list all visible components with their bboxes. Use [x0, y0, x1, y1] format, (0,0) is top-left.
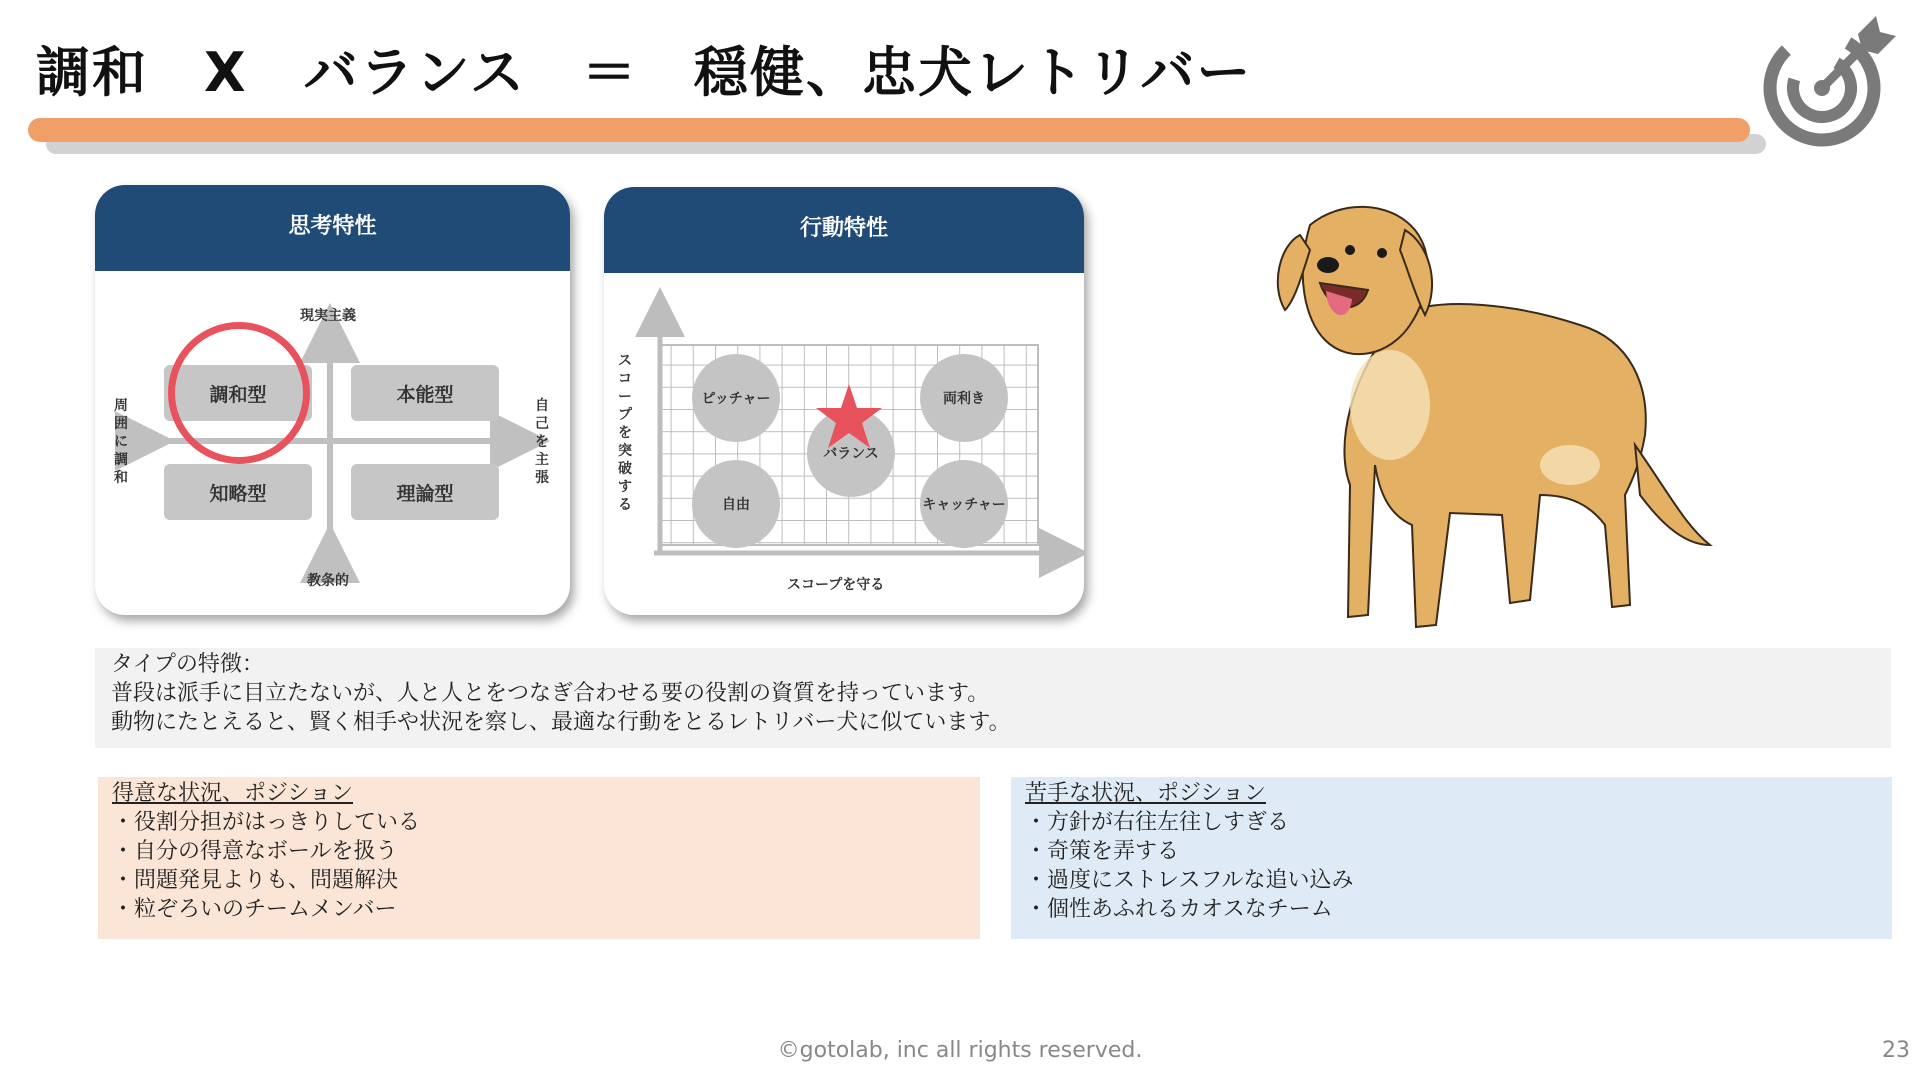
- star-marker-icon: [814, 382, 884, 452]
- thinking-card-header: 思考特性: [95, 185, 570, 271]
- axis-bottom-label: 教条的: [307, 573, 349, 589]
- good-item: ・問題発見よりも、問題解決: [112, 868, 399, 893]
- good-item: ・役割分担がはっきりしている: [112, 810, 421, 835]
- axis-top-label: 現実主義: [300, 308, 356, 324]
- description-line: 普段は派手に目立たないが、人と人とをつなぎ合わせる要の役割の資質を持っています。: [111, 681, 990, 706]
- good-situations-box: [98, 777, 980, 939]
- highlight-circle: [168, 322, 310, 464]
- thinking-card: [95, 185, 570, 615]
- description-line: 動物にたとえると、賢く相手や状況を察し、最適な行動をとるレトリバー犬に似ています。: [111, 710, 1011, 735]
- bad-item: ・方針が右往左往しすぎる: [1025, 810, 1290, 835]
- quadrant-theory: 理論型: [351, 464, 499, 520]
- axis-left-label: 周囲に調和: [114, 398, 128, 486]
- bad-heading: 苦手な状況、ポジション: [1025, 781, 1267, 806]
- bad-item: ・奇策を弄する: [1025, 839, 1180, 864]
- bad-item: ・過度にストレスフルな追い込み: [1025, 868, 1354, 893]
- bad-situations-box: [1011, 777, 1892, 939]
- bubble-ambidextrous: 両利き: [920, 354, 1008, 442]
- type-description: [95, 648, 1891, 748]
- bubble-catcher: キャッチャー: [920, 460, 1008, 548]
- behavior-card: [604, 187, 1084, 615]
- good-item: ・自分の得意なボールを扱う: [112, 839, 398, 864]
- page-number: 23: [1882, 1038, 1910, 1063]
- quadrant-instinct: 本能型: [351, 365, 499, 421]
- behavior-y-label: スコープを突破する: [618, 353, 632, 513]
- good-heading: 得意な状況、ポジション: [112, 781, 354, 806]
- copyright-text: ©gotolab, inc all rights reserved.: [777, 1038, 1143, 1063]
- quadrant-strategy: 知略型: [164, 464, 312, 520]
- bubble-balance: バランス: [807, 409, 895, 497]
- description-heading: タイプの特徴：: [111, 652, 264, 677]
- bubble-freedom: 自由: [692, 460, 780, 548]
- behavior-card-header: 行動特性: [604, 187, 1084, 273]
- quadrant-harmony: 調和型: [164, 365, 312, 421]
- behavior-x-label: スコープを守る: [787, 577, 885, 593]
- bad-item: ・個性あふれるカオスなチーム: [1025, 897, 1333, 922]
- axis-right-label: 自己を主張: [535, 398, 549, 486]
- bubble-pitcher: ピッチャー: [692, 354, 780, 442]
- good-item: ・粒ぞろいのチームメンバー: [112, 897, 397, 922]
- page-title: 調和 X バランス ＝ 穏健、忠犬レトリバー: [36, 41, 1253, 104]
- golden-retriever-illustration: [1240, 195, 1720, 645]
- title-underline-bar: [28, 118, 1750, 142]
- target-arrow-icon: [1758, 12, 1898, 152]
